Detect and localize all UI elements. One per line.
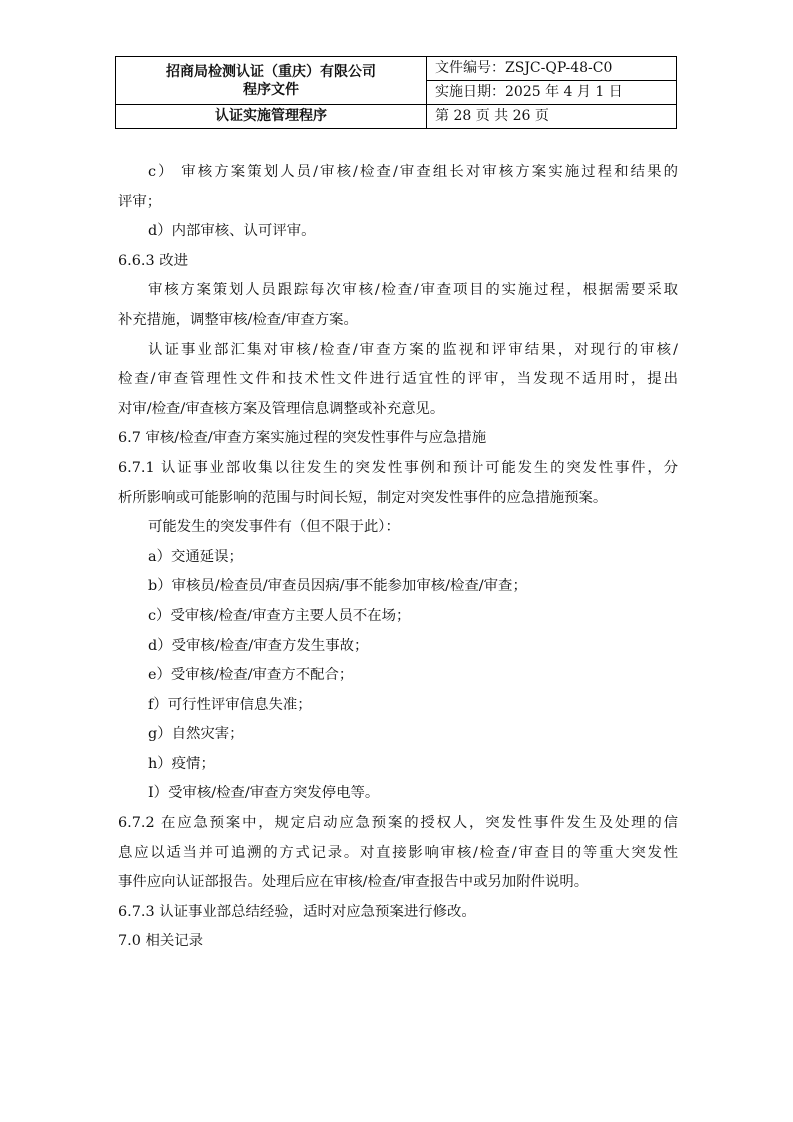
paragraph-improve-line1: 审核方案策划人员跟踪每次审核/检查/审查项目的实施过程，根据需要采取 xyxy=(148,282,678,299)
list-item: c）受审核/检查/审查方主要人员不在场； xyxy=(148,607,411,624)
page-info: 第 28 页 共 26 页 xyxy=(427,105,677,129)
list-item: e）受审核/检查/审查方不配合； xyxy=(148,667,354,684)
effective-date: 实施日期：2025 年 4 月 1 日 xyxy=(427,81,677,105)
section-7-0-heading: 7.0 相关记录 xyxy=(118,933,204,950)
paragraph-c-line1: c） 审核方案策划人员/审核/检查/审查组长对审核方案实施过程和结果的 xyxy=(148,164,678,180)
list-item: b）审核员/检查员/审查员因病/事不能参加审核/检查/审查； xyxy=(148,578,527,595)
document-title: 认证实施管理程序 xyxy=(116,105,427,129)
section-6-7-2-line3: 事件应向认证部报告。处理后应在审核/检查/审查报告中或另加附件说明。 xyxy=(118,874,589,891)
company-cell xyxy=(116,57,427,105)
paragraph-review-line3: 对审/检查/审查核方案及管理信息调整或补充意见。 xyxy=(118,400,445,417)
list-item: a）交通延误； xyxy=(148,548,243,565)
list-item: d）受审核/检查/审查方发生事故； xyxy=(148,637,369,654)
list-item-d: d）内部审核、认可评审。 xyxy=(148,223,316,240)
section-6-7-heading: 6.7 审核/检查/审查方案实施过程的突发性事件与应急措施 xyxy=(118,430,487,447)
document-number: 文件编号：ZSJC-QP-48-C0 xyxy=(427,57,677,81)
section-6-7-1-line2: 析所影响或可能影响的范围与时间长短，制定对突发性事件的应急措施预案。 xyxy=(118,489,608,506)
company-name: 招商局检测认证（重庆）有限公司 xyxy=(166,63,376,80)
list-item: h）疫情； xyxy=(148,755,215,772)
list-intro: 可能发生的突发事件有（但不限于此）： xyxy=(148,519,400,536)
section-6-7-1-line1: 6.7.1 认证事业部收集以往发生的突发性事例和预计可能发生的突发性事件，分 xyxy=(118,459,678,476)
document-header-table xyxy=(115,56,677,129)
list-item: I）受审核/检查/审查方突发停电等。 xyxy=(148,785,380,802)
section-6-7-2-line2: 息应以适当并可追溯的方式记录。对直接影响审核/检查/审查目的等重大突发性 xyxy=(118,844,678,861)
list-item: g）自然灾害； xyxy=(148,726,244,743)
section-6-6-3-heading: 6.6.3 改进 xyxy=(118,252,188,269)
document-body xyxy=(118,158,678,957)
section-6-7-2-line1: 6.7.2 在应急预案中，规定启动应急预案的授权人，突发性事件发生及处理的信 xyxy=(118,815,678,832)
list-item: f）可行性评审信息失准； xyxy=(148,696,312,713)
paragraph-review-line1: 认证事业部汇集对审核/检查/审查方案的监视和评审结果，对现行的审核/ xyxy=(148,341,678,358)
paragraph-review-line2: 检查/审查管理性文件和技术性文件进行适宜性的评审，当发现不适用时，提出 xyxy=(118,371,678,388)
paragraph-improve-line2: 补充措施，调整审核/检查/审查方案。 xyxy=(118,311,358,328)
document-type: 程序文件 xyxy=(243,81,299,98)
section-6-7-3-line: 6.7.3 认证事业部总结经验，适时对应急预案进行修改。 xyxy=(118,903,476,920)
paragraph-c-line2: 评审； xyxy=(118,193,162,210)
